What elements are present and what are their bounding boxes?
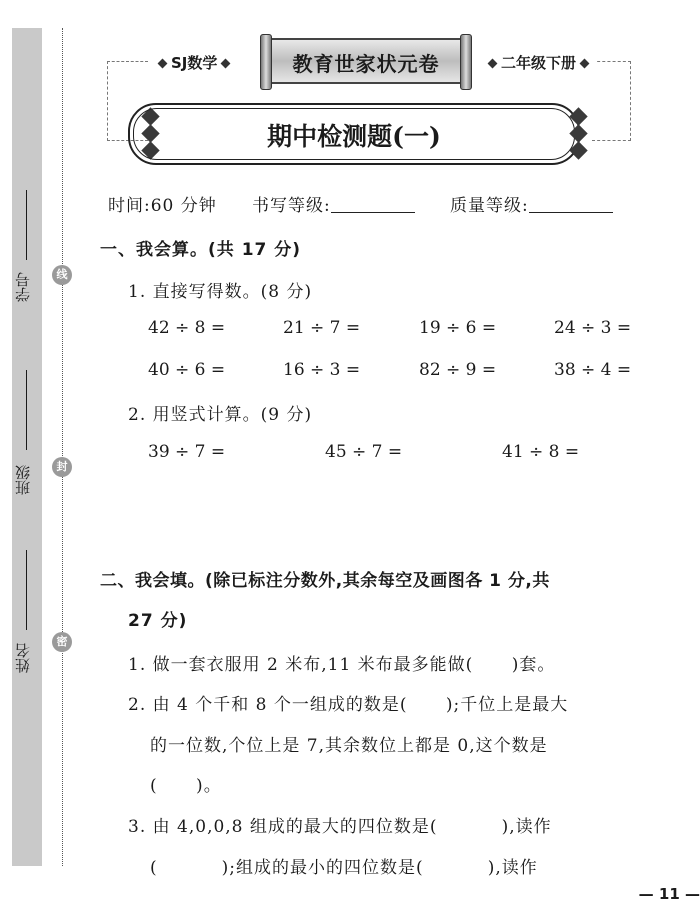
equation: 38 ÷ 4 = xyxy=(554,360,632,380)
name-field xyxy=(12,550,42,690)
quality-grade-blank[interactable] xyxy=(529,198,613,213)
seal-line-badge: 线 xyxy=(52,265,72,285)
student-no-field xyxy=(12,190,42,320)
quality-grade-label: 质量等级: xyxy=(450,191,613,216)
cut-line xyxy=(62,28,63,866)
section2-heading: 二、我会填。(除已标注分数外,其余每空及画图各 1 分,共 xyxy=(100,571,550,591)
right-diamond-stack-icon xyxy=(568,110,588,161)
class-field xyxy=(12,370,42,510)
class-label: 班级 xyxy=(14,465,32,495)
section1-heading: 一、我会算。(共 17 分) xyxy=(100,240,302,260)
subject-tag: SJ数学 xyxy=(150,52,238,73)
name-label: 姓名 xyxy=(14,643,32,673)
time-info: 时间:60 分钟 xyxy=(108,196,217,216)
section1-q1: 1. 直接写得数。(8 分) xyxy=(128,282,313,302)
student-no-label: 学号 xyxy=(14,272,32,302)
title-frame xyxy=(128,103,580,165)
writing-grade-label: 书写等级: xyxy=(252,191,415,216)
series-banner xyxy=(268,38,464,84)
section2-heading-cont: 27 分) xyxy=(128,611,188,631)
equation: 16 ÷ 3 = xyxy=(283,360,361,380)
page-number: — 11 — xyxy=(638,885,700,903)
equation: 40 ÷ 6 = xyxy=(148,360,226,380)
section1-q2: 2. 用竖式计算。(9 分) xyxy=(128,405,313,425)
equation: 19 ÷ 6 = xyxy=(419,318,497,338)
grade-tag: 二年级下册 xyxy=(480,52,597,73)
equation: 39 ÷ 7 = xyxy=(148,442,226,462)
equation: 24 ÷ 3 = xyxy=(554,318,632,338)
equation: 82 ÷ 9 = xyxy=(419,360,497,380)
section2-q1: 1. 做一套衣服用 2 米布,11 米布最多能做( )套。 xyxy=(128,655,556,675)
seal-secret-badge: 密 xyxy=(52,632,72,652)
writing-grade-blank[interactable] xyxy=(331,198,415,213)
equation: 42 ÷ 8 = xyxy=(148,318,226,338)
name-blank[interactable] xyxy=(26,550,27,630)
equation: 41 ÷ 8 = xyxy=(502,442,580,462)
equation: 21 ÷ 7 = xyxy=(283,318,361,338)
diamond-icon xyxy=(221,59,231,69)
diamond-icon xyxy=(488,59,498,69)
diamond-icon xyxy=(580,59,590,69)
seal-seal-badge: 封 xyxy=(52,457,72,477)
section2-q3-line2: ( );组成的最小的四位数是( ),读作 xyxy=(150,858,538,878)
section2-q3-line1: 3. 由 4,0,0,8 组成的最大的四位数是( ),读作 xyxy=(128,817,552,837)
section2-q2-line1: 2. 由 4 个千和 8 个一组成的数是( );千位上是最大 xyxy=(128,695,569,715)
series-title: 教育世家状元卷 xyxy=(292,52,440,76)
section2-q2-line3: ( )。 xyxy=(150,776,222,796)
student-no-blank[interactable] xyxy=(26,190,27,260)
diamond-icon xyxy=(158,59,168,69)
exam-title: 期中检测题(一) xyxy=(267,122,441,151)
equation: 45 ÷ 7 = xyxy=(325,442,403,462)
section2-q2-line2: 的一位数,个位上是 7,其余数位上都是 0,这个数是 xyxy=(150,736,548,756)
class-blank[interactable] xyxy=(26,370,27,450)
header-dashed-frame-right xyxy=(592,61,631,141)
